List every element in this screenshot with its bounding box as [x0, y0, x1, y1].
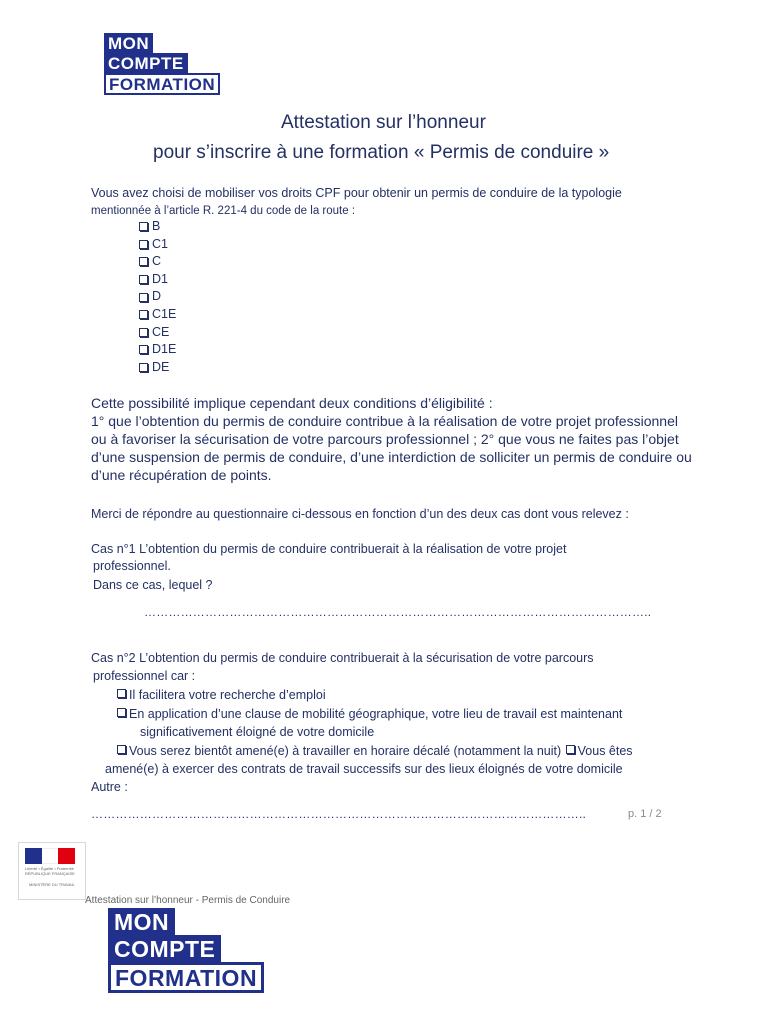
marianne-republic: RÉPUBLIQUE FRANÇAISE — [25, 871, 75, 876]
marianne-ministry: MINISTÈRE DU TRAVAIL — [29, 882, 75, 887]
case1-line-3: Dans ce cas, lequel ? — [93, 578, 213, 592]
mon-compte-formation-logo-large — [108, 908, 264, 993]
intro-line-1: Vous avez choisi de mobiliser vos droits CPF pour obtenir un permis de conduire de la typologie — [91, 186, 622, 200]
checkbox-icon[interactable] — [117, 689, 126, 698]
checkbox-icon[interactable] — [139, 240, 148, 249]
checkbox-icon[interactable] — [139, 328, 148, 337]
checkbox-icon[interactable] — [566, 745, 575, 754]
checkbox-icon[interactable] — [117, 745, 126, 754]
conditions-line: 1° que l’obtention du permis de conduire contribue à la réalisation de votre projet professionnel — [91, 413, 678, 429]
conditions-line: ou à favoriser la sécurisation de votre parcours professionnel ; 2° que vous ne faites pas l’objet — [91, 431, 679, 447]
category-option-d[interactable] — [139, 288, 176, 306]
footer-text: Attestation sur l’honneur - Permis de Conduire — [85, 895, 291, 906]
category-list — [139, 218, 176, 376]
page-number: p. 1 / 2 — [628, 808, 662, 820]
category-label: C1E — [152, 306, 177, 321]
case1-line-2: professionnel. — [93, 559, 171, 573]
logo-word-mon: MON — [108, 908, 175, 935]
logo-word-formation: FORMATION — [104, 73, 220, 95]
conditions-line: Cette possibilité implique cependant deux conditions d’éligibilité : — [91, 395, 493, 411]
checkbox-icon[interactable] — [139, 275, 148, 284]
category-label: C1 — [152, 236, 168, 251]
checkbox-icon[interactable] — [139, 310, 148, 319]
intro-line-2: mentionnée à l’article R. 221-4 du code de la route : — [91, 205, 356, 217]
category-label: CE — [152, 324, 170, 339]
case2-option-1[interactable] — [116, 686, 326, 704]
case2-line-1: Cas n°2 L’obtention du permis de conduire contribuerait à la sécurisation de votre parcours — [91, 651, 594, 665]
case2-option-4-continued: amené(e) à exercer des contrats de travail successifs sur des lieux éloignés de votre domicile — [105, 762, 623, 776]
category-option-ce[interactable] — [139, 324, 176, 342]
category-option-c[interactable] — [139, 253, 176, 271]
tricolor-flag-icon — [25, 848, 75, 864]
case2-option-3-label: Vous serez bientôt amené(e) à travailler en horaire décalé (notamment la nuit) — [129, 744, 562, 758]
category-label: B — [152, 219, 161, 233]
conditions-line: d’une suspension de permis de conduire, d’une interdiction de solliciter un permis de conduire ou — [91, 449, 692, 465]
category-option-b[interactable] — [139, 218, 176, 236]
category-label: DE — [152, 359, 170, 374]
checkbox-icon[interactable] — [139, 345, 148, 354]
case2-autre-label: Autre : — [91, 780, 128, 794]
case2-option-3[interactable] — [116, 742, 633, 760]
category-option-d1[interactable] — [139, 271, 176, 289]
conditions-line: d’une récupération de points. — [91, 467, 272, 483]
case2-option-1-label: Il facilitera votre recherche d’emploi — [129, 688, 326, 702]
category-label: D1 — [152, 271, 168, 286]
category-label: D — [152, 289, 162, 304]
checkbox-icon[interactable] — [139, 257, 148, 266]
case2-line-2: professionnel car : — [93, 669, 196, 683]
category-label: C — [152, 254, 162, 269]
category-option-c1e[interactable] — [139, 306, 176, 324]
checkbox-icon[interactable] — [139, 222, 148, 231]
case1-answer-field[interactable]: …………………………………………………………………………………………………………….. — [144, 605, 652, 619]
title-line-2: pour s’inscrire à une formation « Permis de conduire » — [153, 142, 610, 163]
category-option-de[interactable] — [139, 359, 176, 377]
instruction-text: Merci de répondre au questionnaire ci-dessous en fonction d’un des deux cas dont vous relevez : — [91, 507, 629, 521]
logo-word-compte: COMPTE — [104, 53, 188, 73]
case2-option-2-label: En application d’une clause de mobilité géographique, votre lieu de travail est maintenant — [129, 707, 623, 721]
case2-autre-field[interactable]: ………………………………………………………………………………………………………….. — [91, 807, 587, 821]
marianne-logo — [18, 842, 86, 900]
category-label: D1E — [152, 342, 177, 357]
category-option-d1e[interactable] — [139, 341, 176, 359]
checkbox-icon[interactable] — [117, 708, 126, 717]
case2-option-2[interactable] — [116, 705, 622, 723]
conditions-paragraph — [91, 394, 692, 484]
mon-compte-formation-logo — [104, 33, 220, 95]
logo-word-mon: MON — [104, 33, 153, 53]
title-line-1: Attestation sur l’honneur — [281, 112, 486, 133]
case2-option-2-continued: significativement éloigné de votre domicile — [140, 725, 375, 739]
category-option-c1[interactable] — [139, 236, 176, 254]
logo-word-compte: COMPTE — [108, 935, 221, 962]
checkbox-icon[interactable] — [139, 293, 148, 302]
checkbox-icon[interactable] — [139, 363, 148, 372]
case1-line-1: Cas n°1 L’obtention du permis de conduire contribuerait à la réalisation de votre projet — [91, 542, 567, 556]
marianne-motto: Liberté • Égalité • Fraternité — [25, 866, 74, 871]
case2-option-4-label: Vous êtes — [577, 744, 633, 758]
logo-word-formation: FORMATION — [108, 962, 264, 993]
